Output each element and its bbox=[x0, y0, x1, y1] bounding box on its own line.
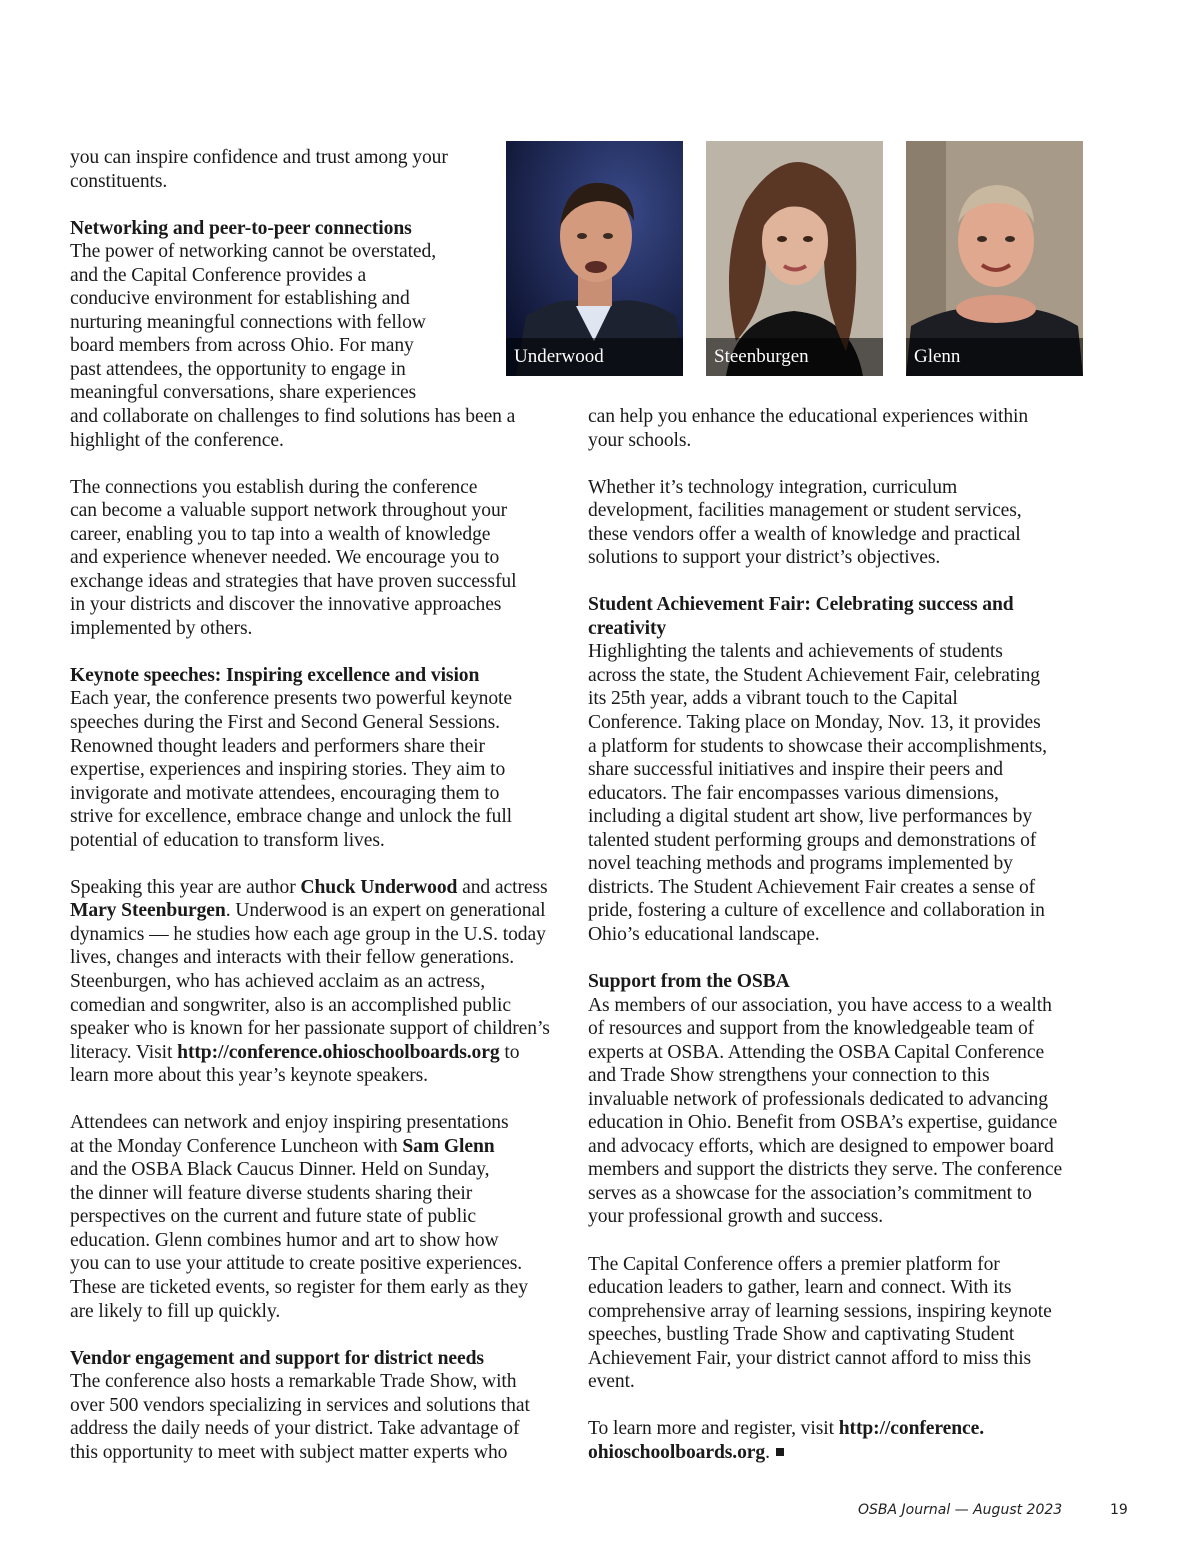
body-line: literacy. Visit http://conference.ohioschoolboards.org to bbox=[70, 1041, 520, 1063]
body-line: comprehensive array of learning sessions, inspiring keynote bbox=[588, 1300, 1052, 1322]
body-line: expertise, experiences and inspiring stories. They aim to bbox=[70, 759, 506, 781]
body-line: experts at OSBA. Attending the OSBA Capital Conference bbox=[588, 1041, 1045, 1063]
body-line: nurturing meaningful connections with fellow bbox=[70, 311, 426, 333]
body-line: at the Monday Conference Luncheon with Sam Glenn bbox=[70, 1135, 495, 1157]
body-line: the dinner will feature diverse students sharing their bbox=[70, 1182, 473, 1204]
body-line: you can inspire confidence and trust among your bbox=[70, 147, 448, 168]
body-line: These are ticketed events, so register for them early as they bbox=[70, 1277, 528, 1299]
body-line: highlight of the conference. bbox=[70, 429, 284, 451]
body-line: exchange ideas and strategies that have proven successful bbox=[70, 570, 517, 592]
body-line: dynamics — he studies how each age group in the U.S. today bbox=[70, 923, 546, 945]
body-line: education leaders to gather, learn and connect. With its bbox=[588, 1277, 1012, 1299]
body-line: talented student performing groups and demonstrations of bbox=[588, 829, 1037, 851]
section-heading-support: Support from the OSBA bbox=[588, 970, 790, 992]
body-line: development, facilities management or student services, bbox=[588, 500, 1022, 522]
body-line: across the state, the Student Achievement Fair, celebrating bbox=[588, 664, 1040, 686]
register-link[interactable]: http://conference. bbox=[838, 1418, 985, 1440]
body-line: and advocacy efforts, which are designed to empower board bbox=[588, 1135, 1054, 1157]
body-line: potential of education to transform lives. bbox=[70, 829, 385, 851]
right-column bbox=[588, 405, 1098, 1464]
body-line: past attendees, the opportunity to engage in bbox=[70, 358, 406, 380]
body-line: you can to use your attitude to create positive experiences. bbox=[70, 1253, 523, 1275]
body-line: speeches during the First and Second General Sessions. bbox=[70, 711, 500, 733]
body-line: Steenburgen, who has achieved acclaim as an actress, bbox=[70, 970, 485, 992]
body-line: and the OSBA Black Caucus Dinner. Held on Sunday, bbox=[70, 1159, 490, 1181]
steenburgen-photo bbox=[706, 141, 883, 376]
body-line: over 500 vendors specializing in services and solutions that bbox=[70, 1394, 530, 1416]
page-footer bbox=[0, 1502, 1200, 1524]
body-line: and the Capital Conference provides a bbox=[70, 264, 367, 286]
body-line: The conference also hosts a remarkable Trade Show, with bbox=[70, 1371, 517, 1393]
body-line: share successful initiatives and inspire their peers and bbox=[588, 759, 1003, 781]
body-line: your schools. bbox=[588, 429, 692, 451]
body-line: are likely to fill up quickly. bbox=[70, 1300, 281, 1322]
body-line: Each year, the conference presents two powerful keynote bbox=[70, 688, 512, 710]
body-line: Conference. Taking place on Monday, Nov. 13, it provides bbox=[588, 712, 1041, 734]
body-line: constituents. bbox=[70, 170, 168, 192]
speaker-name-underwood: Chuck Underwood bbox=[300, 876, 458, 898]
body-line: serves as a showcase for the association’s commitment to bbox=[588, 1182, 1032, 1204]
body-line: Whether it’s technology integration, curriculum bbox=[588, 476, 958, 498]
body-line: The Capital Conference offers a premier platform for bbox=[588, 1253, 1000, 1275]
body-line: and Trade Show strengthens your connection to this bbox=[588, 1065, 990, 1087]
body-line: To learn more and register, visit http://conference. bbox=[588, 1418, 985, 1440]
body-line: ohioschoolboards.org. bbox=[588, 1441, 1098, 1465]
body-line: career, enabling you to tap into a wealth of knowledge bbox=[70, 523, 491, 545]
photo-caption: Steenburgen bbox=[706, 338, 883, 376]
body-line: can help you enhance the educational experiences within bbox=[588, 406, 1029, 427]
register-link-cont[interactable]: ohioschoolboards.org bbox=[588, 1441, 766, 1463]
section-heading-fair-cont: creativity bbox=[588, 617, 667, 639]
body-line: of resources and support from the knowledgeable team of bbox=[588, 1018, 1035, 1040]
photo-caption: Glenn bbox=[906, 338, 1083, 376]
body-line: invaluable network of professionals dedicated to advancing bbox=[588, 1088, 1048, 1110]
body-line: board members from across Ohio. For many bbox=[70, 335, 414, 357]
body-line: perspectives on the current and future state of public bbox=[70, 1206, 476, 1228]
body-line: conducive environment for establishing and bbox=[70, 288, 410, 310]
body-line: districts. The Student Achievement Fair creates a sense of bbox=[588, 876, 1036, 898]
body-line: speeches, bustling Trade Show and captivating Student bbox=[588, 1324, 1015, 1346]
speaker-name-steenburgen: Mary Steenburgen bbox=[70, 900, 226, 922]
body-line: its 25th year, adds a vibrant touch to the Capital bbox=[588, 688, 958, 710]
section-heading-keynote: Keynote speeches: Inspiring excellence and vision bbox=[70, 664, 480, 686]
body-line: a platform for students to showcase their accomplishments, bbox=[588, 735, 1047, 757]
body-line: Renowned thought leaders and performers share their bbox=[70, 735, 485, 757]
speaker-name-glenn: Sam Glenn bbox=[402, 1135, 495, 1157]
body-line: invigorate and motivate attendees, encouraging them to bbox=[70, 782, 500, 804]
page-number: 19 bbox=[1110, 1502, 1128, 1518]
body-line: Attendees can network and enjoy inspiring presentations bbox=[70, 1112, 509, 1134]
body-line: meaningful conversations, share experiences bbox=[70, 382, 417, 404]
body-line: your professional growth and success. bbox=[588, 1206, 884, 1228]
body-line: Speaking this year are author Chuck Underwood and actress bbox=[70, 876, 548, 898]
body-line: education in Ohio. Benefit from OSBA’s expertise, guidance bbox=[588, 1112, 1058, 1134]
section-heading-networking: Networking and peer-to-peer connections bbox=[70, 217, 412, 239]
body-line: Achievement Fair, your district cannot afford to miss this bbox=[588, 1347, 1032, 1369]
body-line: pride, fostering a culture of excellence and collaboration in bbox=[588, 900, 1045, 922]
glenn-photo bbox=[906, 141, 1083, 376]
body-line: education. Glenn combines humor and art to show how bbox=[70, 1229, 499, 1251]
journal-title: OSBA Journal — August 2023 bbox=[858, 1502, 1063, 1518]
body-line: these vendors offer a wealth of knowledge and practical bbox=[588, 523, 1021, 545]
body-line: comedian and songwriter, also is an accomplished public bbox=[70, 994, 511, 1016]
body-line: Mary Steenburgen. Underwood is an expert on generational bbox=[70, 900, 546, 922]
section-heading-vendor: Vendor engagement and support for district needs bbox=[70, 1347, 484, 1369]
body-line: speaker who is known for her passionate support of children’s bbox=[70, 1018, 550, 1040]
body-line: Highlighting the talents and achievements of students bbox=[588, 641, 1003, 663]
photo-caption: Underwood bbox=[506, 338, 683, 376]
body-line: solutions to support your district’s objectives. bbox=[588, 547, 941, 569]
body-line: learn more about this year’s keynote speakers. bbox=[70, 1065, 428, 1087]
body-line: implemented by others. bbox=[70, 617, 253, 639]
body-line: strive for excellence, embrace change and unlock the full bbox=[70, 806, 513, 828]
body-line: can become a valuable support network throughout your bbox=[70, 500, 508, 522]
body-line: this opportunity to meet with subject matter experts who bbox=[70, 1441, 508, 1463]
body-line: Ohio’s educational landscape. bbox=[588, 923, 820, 945]
body-line: The power of networking cannot be overstated, bbox=[70, 241, 437, 263]
body-line: including a digital student art show, live performances by bbox=[588, 806, 1033, 828]
body-line: address the daily needs of your district. Take advantage of bbox=[70, 1418, 520, 1440]
body-line: The connections you establish during the conference bbox=[70, 476, 478, 498]
body-line: lives, changes and interacts with their fellow generations. bbox=[70, 947, 515, 969]
body-line: As members of our association, you have access to a wealth bbox=[588, 994, 1052, 1016]
conference-link[interactable]: http://conference.ohioschoolboards.org bbox=[177, 1041, 500, 1063]
body-line: in your districts and discover the innovative approaches bbox=[70, 594, 502, 616]
body-line: novel teaching methods and programs implemented by bbox=[588, 853, 1013, 875]
end-of-article-icon bbox=[776, 1448, 784, 1456]
body-line: educators. The fair encompasses various dimensions, bbox=[588, 782, 999, 804]
body-line: members and support the districts they serve. The conference bbox=[588, 1159, 1063, 1181]
body-line: event. bbox=[588, 1371, 635, 1393]
body-line: and experience whenever needed. We encourage you to bbox=[70, 547, 500, 569]
body-line: and collaborate on challenges to find solutions has been a bbox=[70, 405, 516, 427]
left-column bbox=[70, 146, 570, 1464]
section-heading-fair: Student Achievement Fair: Celebrating success and bbox=[588, 594, 1014, 616]
